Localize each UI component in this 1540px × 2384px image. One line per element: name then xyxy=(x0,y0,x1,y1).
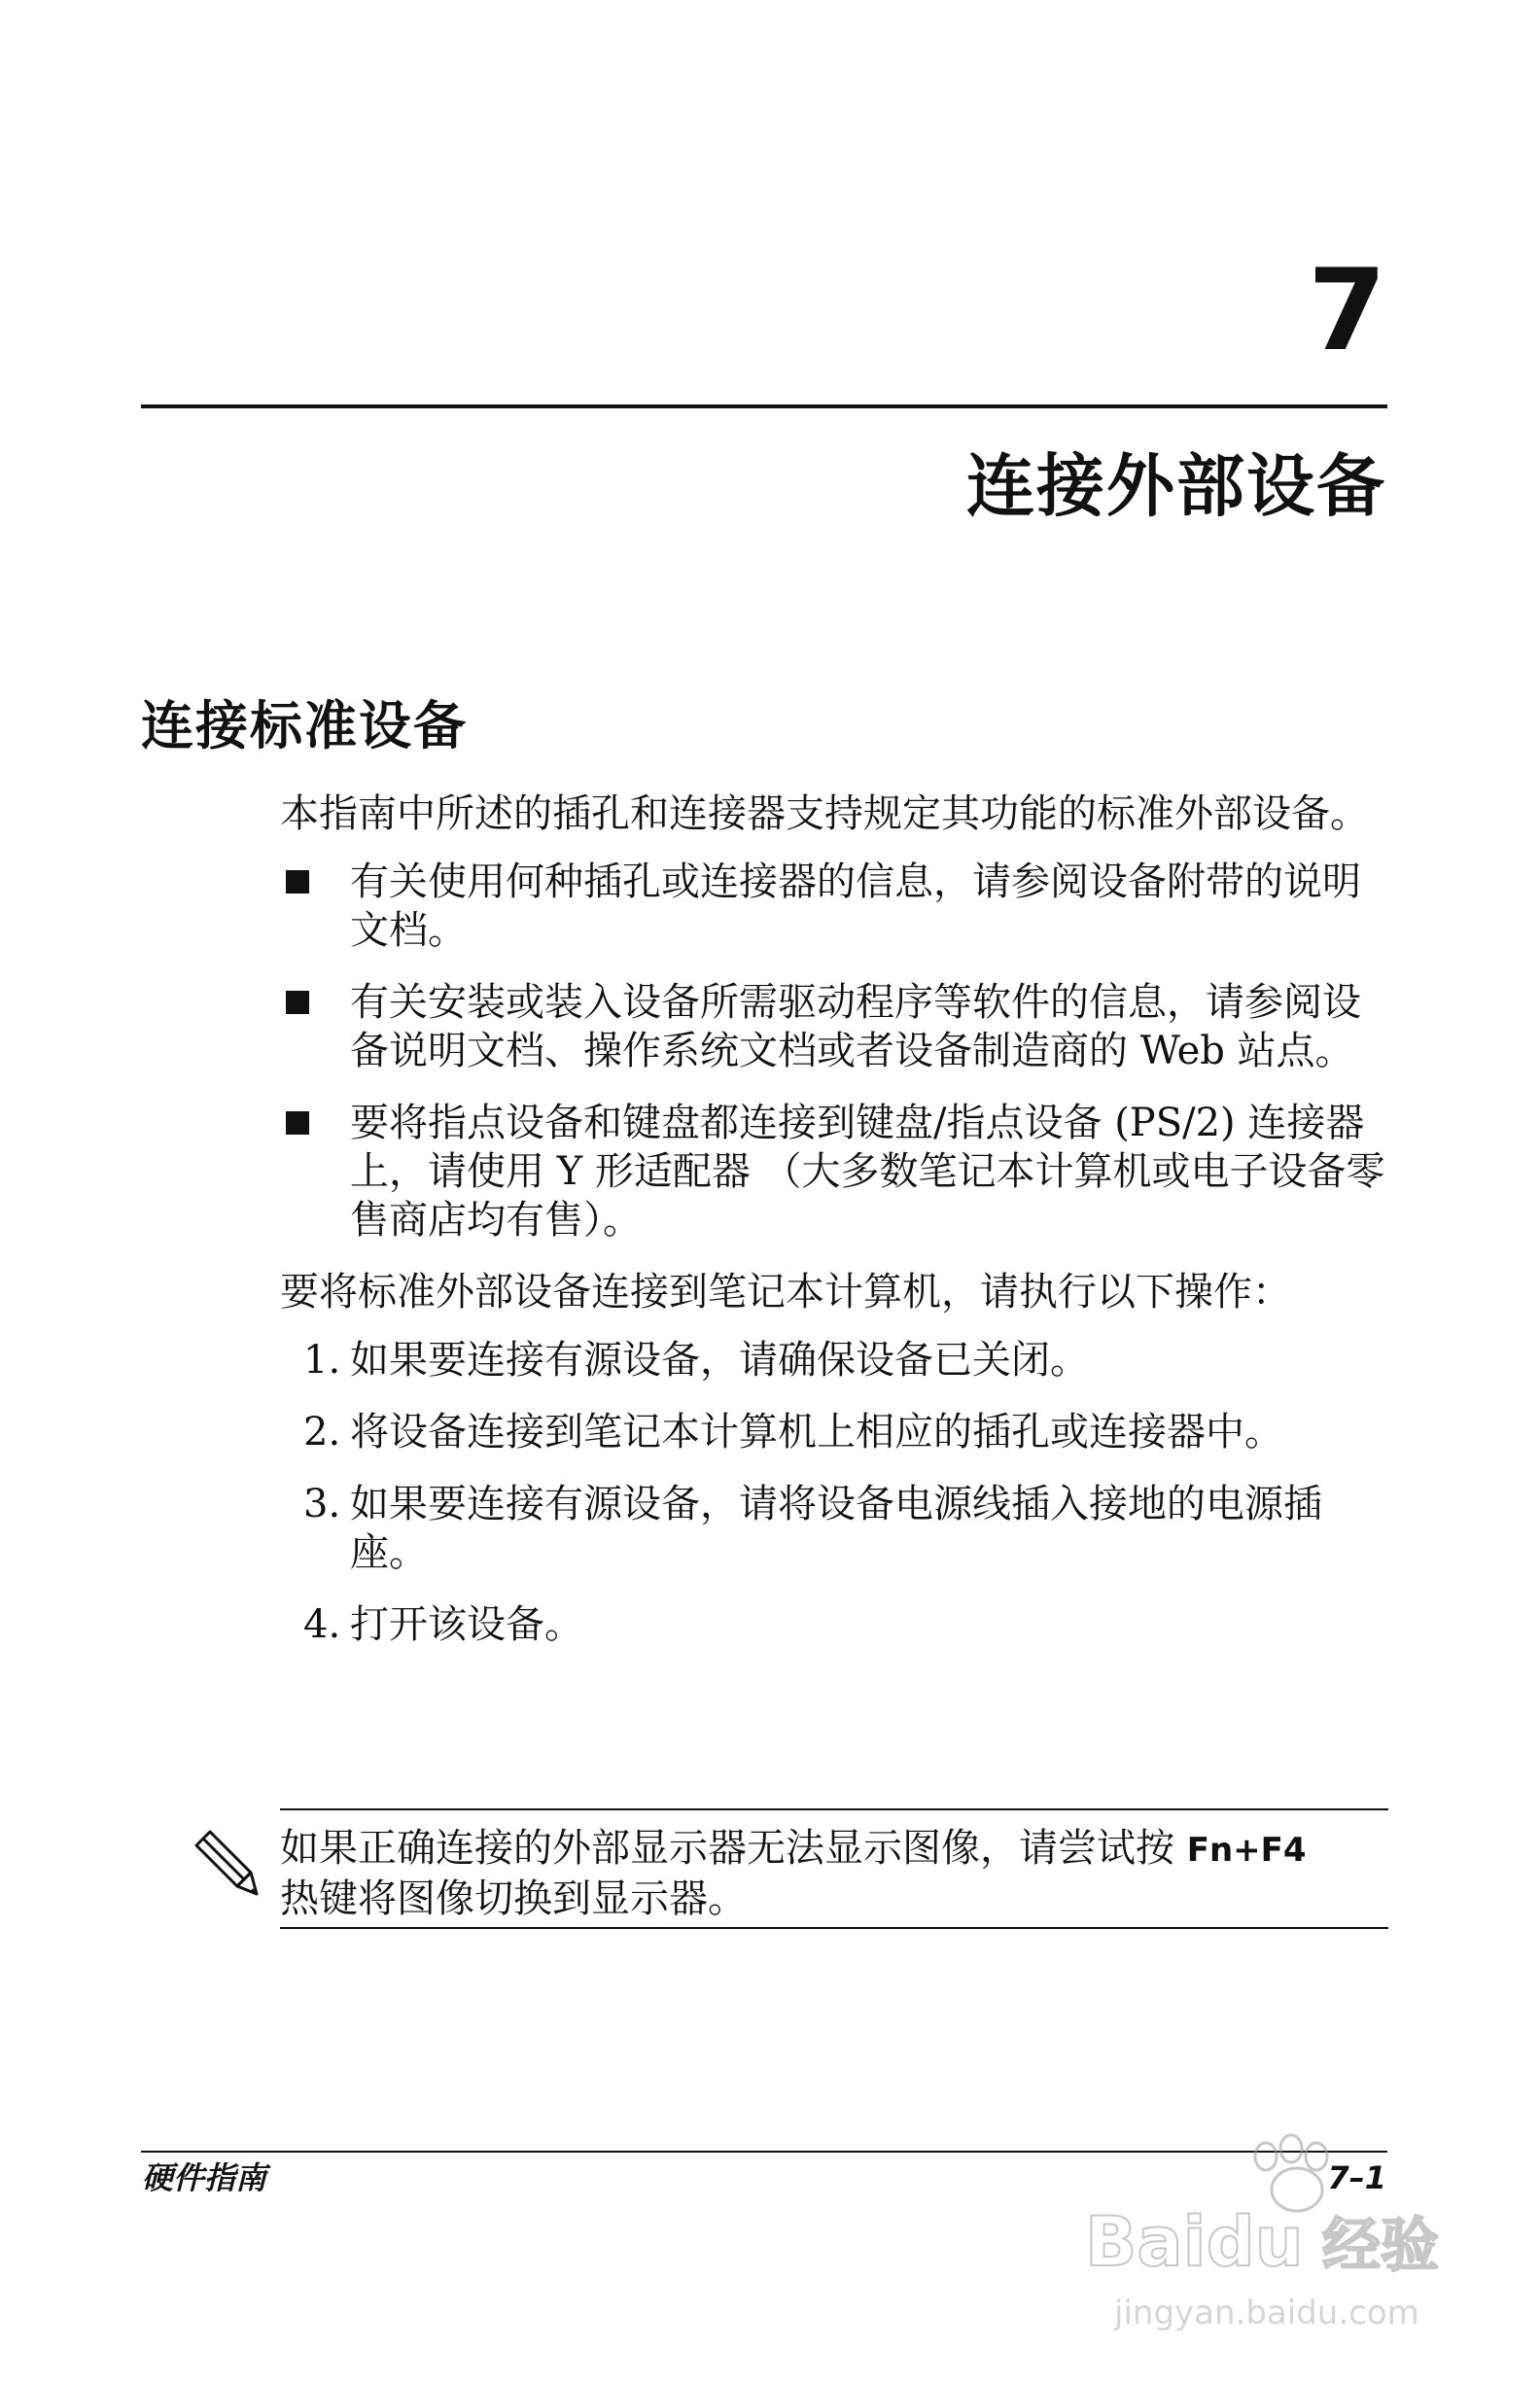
note-text-after: 热键将图像切换到显示器。 xyxy=(280,1876,747,1921)
step-text: 如果要连接有源设备，请确保设备已关闭。 xyxy=(350,1338,1089,1383)
step-text: 将设备连接到笔记本计算机上相应的插孔或连接器中。 xyxy=(350,1410,1283,1455)
step-number: 1. xyxy=(303,1338,341,1383)
baidu-jingyan-watermark xyxy=(1079,2120,1449,2343)
chapter-title: 连接外部设备 xyxy=(966,446,1386,526)
hotkey-label: Fn+F4 xyxy=(1186,1831,1307,1870)
bullet-text: 要将指点设备和键盘都连接到键盘/指点设备 (PS/2) 连接器上，请使用 Y 形适配器 （大多数笔记本计算机或电子设备零售商店均有售）。 xyxy=(350,1101,1385,1243)
bullet-text: 有关使用何种插孔或连接器的信息，请参阅设备附带的说明文档。 xyxy=(350,859,1361,953)
footer-title: 硬件指南 xyxy=(142,2159,267,2196)
bullet-text: 有关安装或装入设备所需驱动程序等软件的信息，请参阅设备说明文档、操作系统文档或者设备制造商的 Web 站点。 xyxy=(350,980,1361,1073)
bullet-item xyxy=(280,978,1388,1075)
square-bullet-icon xyxy=(286,870,309,894)
watermark-logo-text: Baidu xyxy=(1085,2202,1304,2282)
paw-logo-icon xyxy=(1255,2135,1327,2211)
step-text: 打开该设备。 xyxy=(350,1602,583,1647)
step-item xyxy=(280,1336,1388,1385)
procedure-lead: 要将标准外部设备连接到笔记本计算机，请执行以下操作： xyxy=(280,1270,1291,1315)
step-list xyxy=(280,1336,1388,1649)
bullet-item xyxy=(280,1099,1388,1245)
step-number: 2. xyxy=(303,1410,341,1455)
note-box xyxy=(280,1808,1388,1929)
step-item xyxy=(280,1480,1388,1577)
step-item xyxy=(280,1408,1388,1456)
note-text-before: 如果正确连接的外部显示器无法显示图像，请尝试按 xyxy=(280,1826,1187,1871)
chapter-divider xyxy=(141,404,1387,408)
section-title: 连接标准设备 xyxy=(141,695,468,756)
pencil-icon xyxy=(183,1822,261,1900)
watermark-url: jingyan.baidu.com xyxy=(1114,2294,1419,2332)
step-item xyxy=(280,1600,1388,1649)
bullet-item xyxy=(280,858,1388,955)
note-text xyxy=(280,1824,1388,1923)
step-number: 3. xyxy=(303,1482,341,1526)
intro-paragraph: 本指南中所述的插孔和连接器支持规定其功能的标准外部设备。 xyxy=(280,791,1369,836)
step-text: 如果要连接有源设备，请将设备电源线插入接地的电源插座。 xyxy=(350,1482,1322,1575)
square-bullet-icon xyxy=(286,991,309,1014)
bullet-list xyxy=(280,858,1388,1245)
section-body xyxy=(280,789,1388,1672)
chapter-number: 7 xyxy=(1308,245,1384,376)
step-number: 4. xyxy=(303,1602,341,1647)
watermark-logo-suffix: 经验 xyxy=(1322,2212,1439,2280)
footer-page-number: 7–1 xyxy=(1327,2159,1386,2196)
square-bullet-icon xyxy=(286,1111,309,1135)
